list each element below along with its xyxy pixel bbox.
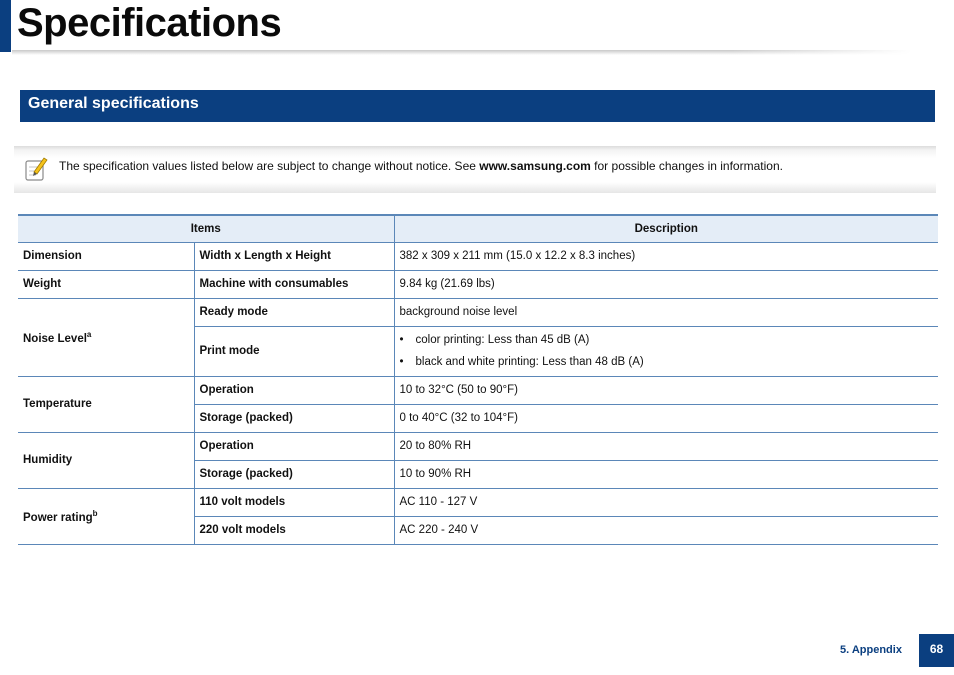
title-divider <box>12 50 912 55</box>
row-sub-temperature-storage: Storage (packed) <box>194 404 394 432</box>
specifications-table <box>18 214 938 545</box>
row-label-dimension: Dimension <box>18 242 194 270</box>
row-sub-humidity-storage: Storage (packed) <box>194 460 394 488</box>
list-item: • color printing: Less than 45 dB (A) <box>400 329 934 351</box>
table-row <box>18 376 938 404</box>
header-accent-bar <box>0 0 11 52</box>
row-sub-dimension: Width x Length x Height <box>194 242 394 270</box>
table-row <box>18 488 938 516</box>
row-label-noise <box>18 298 194 376</box>
power-label-text: Power rating <box>23 511 93 524</box>
row-sub-temperature-operation: Operation <box>194 376 394 404</box>
row-value-noise-print <box>394 326 938 376</box>
row-value-humidity-storage: 10 to 90% RH <box>394 460 938 488</box>
table-row <box>18 242 938 270</box>
row-sub-noise-print: Print mode <box>194 326 394 376</box>
header-items: Items <box>18 215 394 242</box>
section-header <box>20 90 935 122</box>
page-number: 68 <box>919 634 954 667</box>
row-value-power-220: AC 220 - 240 V <box>394 516 938 544</box>
table-row <box>18 270 938 298</box>
row-value-temperature-storage: 0 to 40°C (32 to 104°F) <box>394 404 938 432</box>
row-sub-noise-ready: Ready mode <box>194 298 394 326</box>
row-label-humidity: Humidity <box>18 432 194 488</box>
section-title: General specifications <box>28 95 199 112</box>
note-text <box>59 159 783 173</box>
header-description: Description <box>394 215 938 242</box>
note-box <box>14 146 936 193</box>
page-title: Specifications <box>17 1 282 45</box>
row-sub-humidity-operation: Operation <box>194 432 394 460</box>
row-sub-weight: Machine with consumables <box>194 270 394 298</box>
table-row <box>18 432 938 460</box>
row-sub-power-220: 220 volt models <box>194 516 394 544</box>
noise-label-text: Noise Level <box>23 332 87 345</box>
row-value-power-110: AC 110 - 127 V <box>394 488 938 516</box>
row-value-temperature-operation: 10 to 32°C (50 to 90°F) <box>394 376 938 404</box>
row-value-humidity-operation: 20 to 80% RH <box>394 432 938 460</box>
footer-section-label: 5. Appendix <box>840 644 902 656</box>
noise-print-list <box>400 329 934 373</box>
row-label-weight: Weight <box>18 270 194 298</box>
samsung-link[interactable]: www.samsung.com <box>479 159 591 173</box>
row-label-power <box>18 488 194 544</box>
note-text-before: The specification values listed below are subject to change without notice. See <box>59 159 480 173</box>
list-item: • black and white printing: Less than 48 dB (A) <box>400 351 934 373</box>
footnote-marker-a: a <box>86 329 92 339</box>
row-label-temperature: Temperature <box>18 376 194 432</box>
row-value-dimension: 382 x 309 x 211 mm (15.0 x 12.2 x 8.3 inches) <box>394 242 938 270</box>
row-value-noise-ready: background noise level <box>394 298 938 326</box>
table-header-row <box>18 215 938 242</box>
note-pencil-icon <box>24 156 48 182</box>
note-text-after: for possible changes in information. <box>590 159 783 173</box>
row-sub-power-110: 110 volt models <box>194 488 394 516</box>
row-value-weight: 9.84 kg (21.69 lbs) <box>394 270 938 298</box>
footnote-marker-b: b <box>92 508 98 518</box>
table-row <box>18 298 938 326</box>
